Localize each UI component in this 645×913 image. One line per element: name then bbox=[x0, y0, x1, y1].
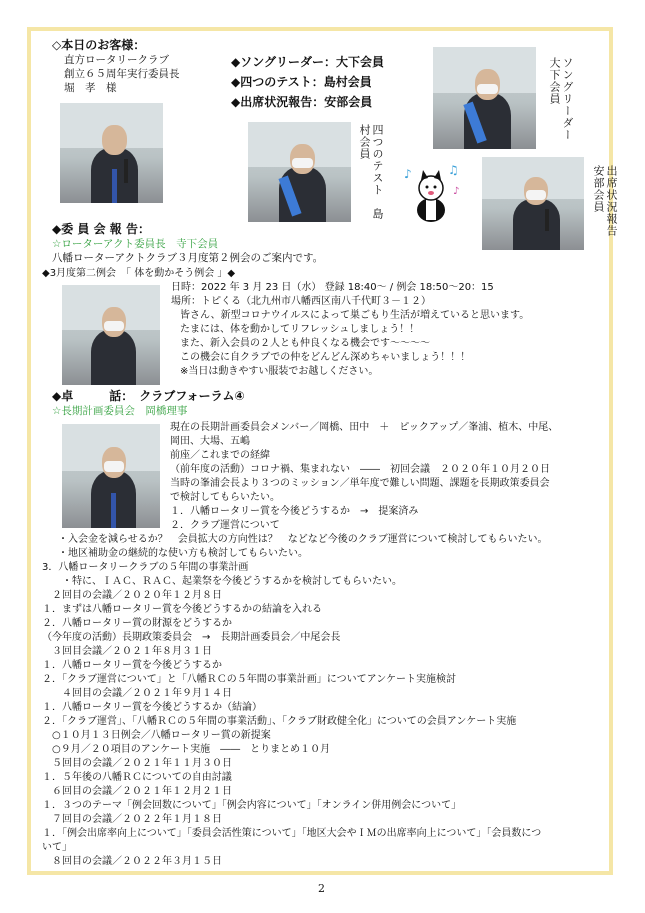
meeting-item: ２．八幡ロータリー賞の財源をどうするか bbox=[42, 618, 232, 629]
event-message-4: この機会に自クラブでの仲をどんどん深めちゃいましょう！！！ bbox=[180, 352, 471, 363]
meeting-date: ３回目会議／２０２１年８月３１日 bbox=[52, 646, 212, 657]
speech-heading: ◆卓 話： クラブフォーラム④ bbox=[52, 389, 245, 403]
meeting-item: （今年度の活動）長期政策委員会 → 長期計画委員会／中尾会長 bbox=[42, 632, 341, 643]
speech-bullet: 3．八幡ロータリークラブの５年間の事業計画 bbox=[42, 562, 249, 573]
speech-speaker-photo bbox=[62, 424, 160, 528]
four-tests-caption: 四つのテスト 島村会員 bbox=[358, 124, 384, 220]
meeting-date: ８回目の会議／２０２２年３月１５日 bbox=[52, 856, 222, 867]
speech-line: 前座／これまでの経緯 bbox=[170, 450, 270, 461]
guest-name: 堀 孝 様 bbox=[64, 82, 117, 94]
song-leader-photo bbox=[433, 47, 536, 149]
guest-club: 直方ロータリークラブ bbox=[64, 54, 169, 66]
meeting-item: １．八幡ロータリー賞を今後どうするか（結論） bbox=[42, 702, 262, 713]
meeting-item: ○９月／２０項目のアンケート実施 ―― とりまとめ１０月 bbox=[52, 744, 331, 755]
meeting-item: いて」 bbox=[42, 842, 72, 853]
speech-bullet: ・特に、ＩＡＣ、ＲＡＣ、起業祭を今後どうするかを検討してもらいたい。 bbox=[62, 576, 402, 587]
event-message-5: ※当日は動きやすい服装でお越しください。 bbox=[180, 366, 379, 377]
svg-text:♪: ♪ bbox=[453, 186, 460, 197]
guest-heading: ◇本日のお客様： bbox=[52, 38, 146, 52]
meeting-item: １．３つのテーマ「例会回数について」「例会内容について」「オンライン併用例会について」 bbox=[42, 800, 462, 811]
meeting-item: ２．「クラブ運営」、「八幡ＲＣの５年間の事業活動」、「クラブ財政健全化」についての会員アンケート実施 bbox=[42, 716, 517, 727]
speech-line: 当時の峯浦会長より３つのミッション／単年度で難しい問題、課題を長期政策委員会 bbox=[170, 478, 550, 489]
svg-text:♫: ♫ bbox=[448, 163, 459, 177]
speech-line: 現在の長期計画委員会メンバー／岡橋、田中 ＋ ピックアップ／峯浦、植木、中尾、 bbox=[170, 422, 559, 433]
committee-heading: ◆委 員 会 報 告： bbox=[52, 222, 150, 236]
role-attendance: ◆出席状況報告：安部会員 bbox=[231, 95, 373, 109]
event-message-1: 皆さん、新型コロナウイルスによって巣ごもり生活が増えていると思います。 bbox=[180, 310, 530, 321]
attendance-caption: 出席状況報告 安部会員 bbox=[592, 165, 618, 249]
committee-chair: ☆ローターアクト委員長 寺下会員 bbox=[52, 238, 219, 250]
meeting-item: １．５年後の八幡ＲＣについての自由討議 bbox=[42, 772, 232, 783]
role-four-tests: ◆四つのテスト：島村会員 bbox=[231, 75, 372, 89]
committee-speaker-photo bbox=[62, 285, 160, 385]
role-song-leader: ◆ソングリーダー：大下会員 bbox=[231, 55, 384, 69]
page-number: 2 bbox=[318, 882, 325, 895]
event-place: 場所：トピくる（北九州市八幡西区南八千代町３－１２） bbox=[171, 296, 431, 307]
meeting-item: ○１０月１３日例会／八幡ロータリー賞の新提案 bbox=[52, 730, 271, 741]
speech-bullet: ・入会金を減らせるか？ 会員拡大の方向性は？ などなど今後のクラブ運営について検討してもらいたい。 bbox=[58, 534, 548, 545]
song-leader-caption: ソングリーダー 大下会員 bbox=[548, 57, 574, 153]
event-message-2: たまには、体を動かしてリフレッシュしましょう！！ bbox=[180, 324, 420, 335]
speech-bullet: ・地区補助金の継続的な使い方も検討してもらいたい。 bbox=[58, 548, 308, 559]
guest-photo bbox=[60, 103, 163, 203]
meeting-date: ７回目の会議／２０２２年１月１８日 bbox=[52, 814, 222, 825]
speech-line: 岡田、大場、五嶋 bbox=[170, 436, 250, 447]
meeting-item: １．まずは八幡ロータリー賞を今後どうするかの結論を入れる bbox=[42, 604, 322, 615]
meeting-item: ２．「クラブ運営について」と「八幡ＲＣの５年間の事業計画」についてアンケート実施検討 bbox=[42, 674, 456, 685]
four-tests-photo bbox=[248, 122, 351, 222]
meeting-item: １．八幡ロータリー賞を今後どうするか bbox=[42, 660, 222, 671]
meeting-date: ２回目の会議／２０２０年１２月８日 bbox=[52, 590, 222, 601]
meeting-date: ６回目の会議／２０２１年１２月２１日 bbox=[52, 786, 232, 797]
speech-line: （前年度の活動）コロナ禍、集まれない ―― 初回会議 ２０２０年１０月２０日 bbox=[170, 464, 550, 475]
meeting-date: ５回目の会議／２０２１年１１月３０日 bbox=[52, 758, 232, 769]
speech-line: ２．クラブ運営について bbox=[170, 520, 280, 531]
speech-line: １．八幡ロータリー賞を今後どうするか → 提案済み bbox=[170, 506, 419, 517]
event-message-3: また、新入会員の２人とも仲良くなる機会です～～～～ bbox=[180, 338, 430, 349]
svg-text:♪: ♪ bbox=[404, 167, 412, 181]
guest-title: 創立６５周年実行委員長 bbox=[64, 68, 180, 80]
speech-line: で検討してもらいたい。 bbox=[170, 492, 280, 503]
committee-intro: 八幡ローターアクトクラブ３月度第２例会のご案内です。 bbox=[52, 252, 324, 264]
event-title: ◆3月度第二例会 「 体を動かそう例会 」◆ bbox=[42, 268, 236, 279]
attendance-photo bbox=[482, 157, 584, 250]
meeting-date: ４回目の会議／２０２１年９月１４日 bbox=[62, 688, 232, 699]
event-date: 日時：2022 年 3 月 23 日（水） 登録 18:40～ / 例会 18:50～20：15 bbox=[171, 282, 494, 293]
meeting-item: １．「例会出席率向上について」「委員会活性策について」「地区大会やＩＭの出席率向上について」「会員数につ bbox=[42, 828, 542, 839]
speech-speaker: ☆長期計画委員会 岡橋理事 bbox=[52, 405, 188, 417]
singing-cat-illustration bbox=[396, 160, 466, 224]
